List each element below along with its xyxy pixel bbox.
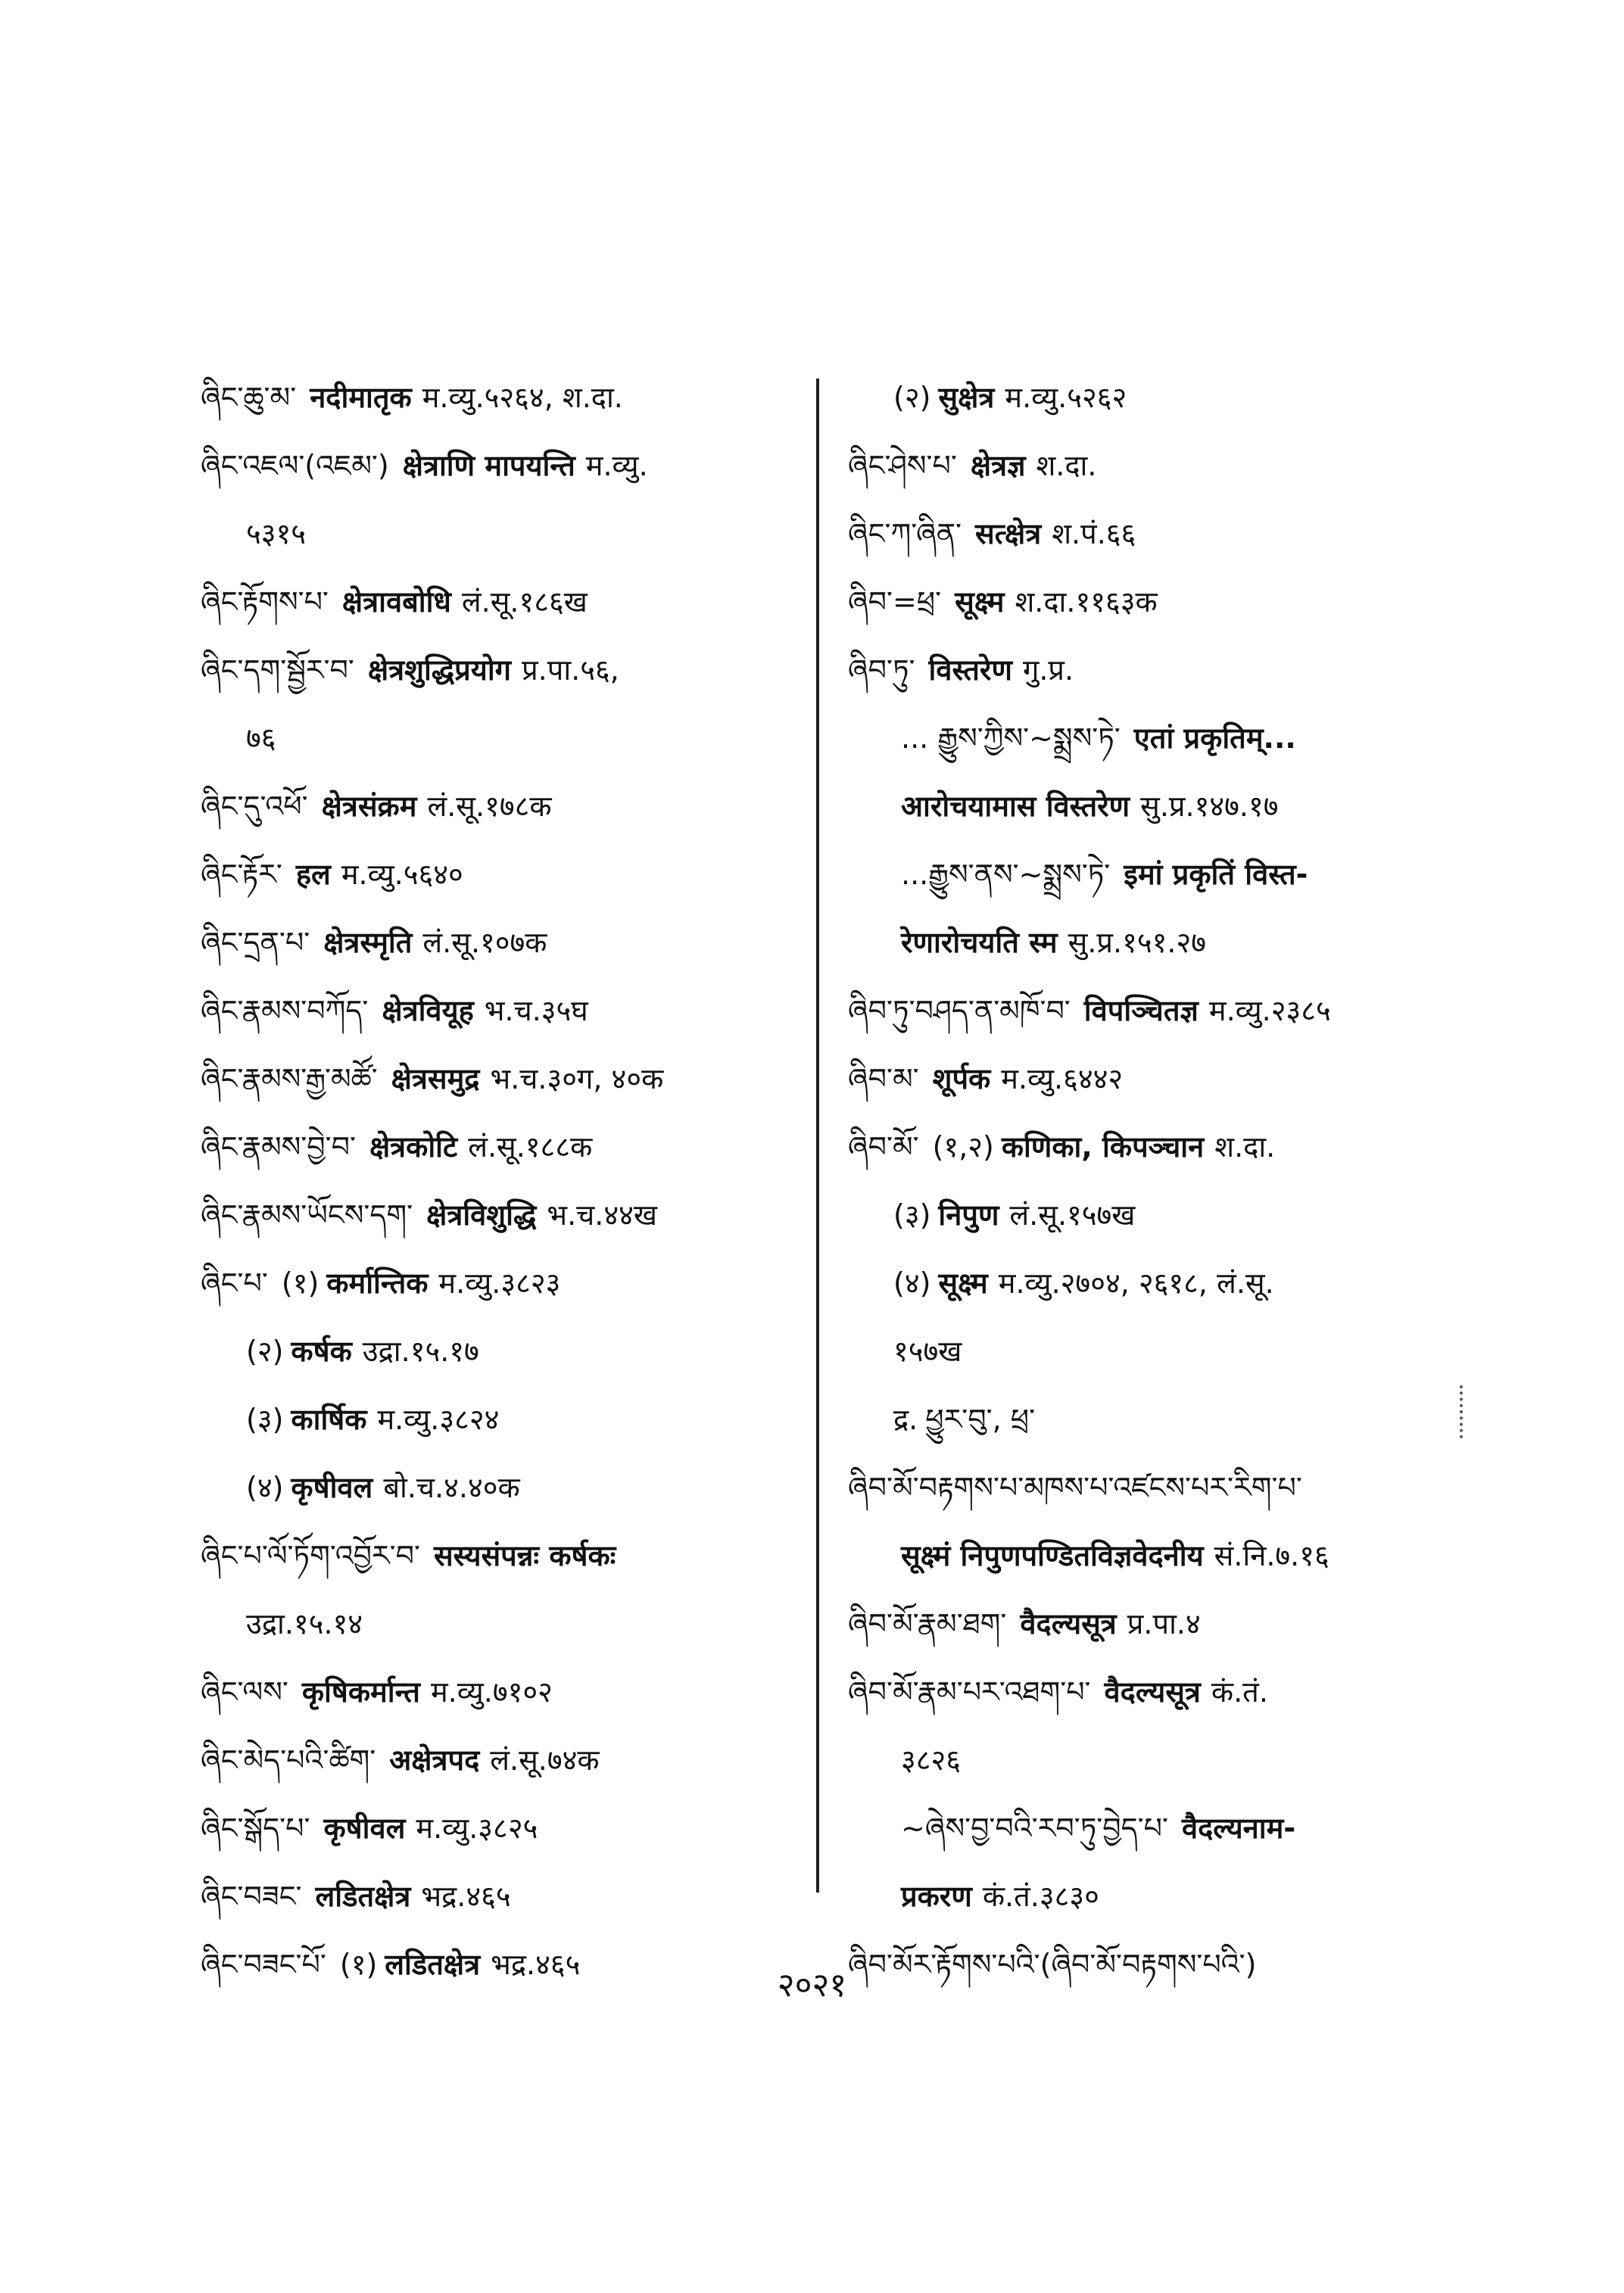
column-divider [816,379,819,1893]
entry-line: ཞིང་ཀ་ཞིན་ सत्क्षेत्र श.पं.६६ [848,517,1136,550]
entry-line: ཞིང་རྣམས་བྱེ་བ་ क्षेत्रकोटि लं.सू.१८८क [201,1130,593,1164]
entry-sense: (३) निपुण लं.सू.१५७ख [893,1198,1136,1232]
entry-line: ཞིབ་མོ་རྣམ་ཐག་ वैदल्यसूत्र प्र.पा.४ [848,1607,1201,1640]
entry-example: आरोचयामास विस्तरेण सु.प्र.१४७.१७ [901,790,1279,823]
entry-sense: (२) सुक्षेत्र म.व्यु.५२६२ [893,381,1127,414]
entry-line: ཞིང་རྣམས་རྒྱ་མཚོ་ क्षेत्रसमुद्र भ.च.३०ग, ४०क [201,1062,664,1095]
entry-line: ཞིང་པ་ (१) कर्मान्तिक म.व्यु.३८२३ [201,1266,561,1300]
entry-continuation: ७६ [246,721,276,755]
entry-line: ཞིབ་ཏུ་ विस्तरेण गु.प्र. [848,653,1074,687]
entry-continuation: ३८२६ [901,1743,962,1777]
entry-sense: (३) कार्षिक म.व्यु.३८२४ [246,1403,500,1436]
entry-line: ཞིབ་=ཕྲ་ सूक्ष्म श.दा.११६३क [848,585,1158,618]
entry-example: ... རྒྱུས་ཀྱིས་~སྨྲས་ཏེ་ एतां प्रकृतिम्... [901,721,1296,755]
entry-line: ཞིང་མེད་པའི་ཚིག་ अक्षेत्रपद लं.सू.७४क [201,1743,600,1777]
entry-line: ཞིང་བཟང་ लडितक्षेत्र भद्र.४६५ [201,1880,511,1913]
entry-line: ཞིབ་ཏུ་བཤད་ན་མཁོ་བ་ विपञ्चितज्ञ म.व्यु.२३८५ [848,994,1331,1027]
entry-line: ཞིང་དུ་འཕོ་ क्षेत्रसंक्रम लं.सू.१७८क [201,790,552,823]
entry-line: ཞིང་རྟོགས་པ་ क्षेत्रावबोधि लं.सू.१८६ख [201,585,588,618]
entry-sense: (४) कृषीवल बो.च.४.४०क [246,1471,520,1504]
entry-line: ཞིབ་མ་ शूर्पक म.व्यु.६४४२ [848,1062,1124,1095]
entry-continuation: सूक्ष्मं निपुणपण्डितविज्ञवेदनीय सं.नि.७.१६ [901,1539,1329,1572]
entry-crossref: द्र. ཕྱུར་བུ་, ཕྲ་ [893,1403,1036,1436]
entry-continuation: उद्रा.१५.१४ [246,1607,363,1640]
entry-sense: (२) कर्षक उद्रा.१५.१७ [246,1335,479,1368]
entry-line: ཞིང་བཟང་པོ་ (१) लडितक्षेत्र भद्र.४६५ [201,1948,581,1981]
entry-example: ...རྒྱུས་ནས་~སྨྲས་ཏེ་ इमां प्रकृतिं विस्त- [901,858,1308,891]
entry-line: ཞིང་ཤེས་པ་ क्षेत्रज्ञ श.दा. [848,449,1097,482]
entry-continuation: १५७ख [893,1335,962,1368]
entry-line: ཞིང་པ་ལོ་ཏོག་འབྱོར་བ་ सस्यसंपन्नः कर्षकः [201,1539,616,1572]
left-column [201,363,791,1999]
entry-line: ཞིང་དྲན་པ་ क्षेत्रस्मृति लं.सू.१०७क [201,926,547,959]
entry-sense: (४) सूक्ष्म म.व्यु.२७०४, २६१८, लं.सू. [893,1266,1274,1300]
entry-line: ཞིང་འཇལ་(འཇམ་) क्षेत्राणि मापयन्ति म.व्यु. [201,449,648,482]
entry-example: रेणारोचयति स्म सु.प्र.१५१.२७ [901,926,1207,959]
entry-line: ཞིང་དག་སྦྱོར་བ་ क्षेत्रशुद्धिप्रयोग प्र.पा.५६, [201,653,619,687]
entry-line: ཞིང་རྣམས་ཡོངས་དག་ क्षेत्रविशुद्धि भ.च.४४ख [201,1198,657,1232]
entry-line: ཞིབ་མོ་རྣམ་པར་འཐག་པ་ वैदल्यसूत्र कं.तं. [848,1675,1268,1709]
page-number: २०२१ [777,1966,847,2005]
entry-line: ཞིང་སྒོད་པ་ कृषीवल म.व्यु.३८२५ [201,1812,538,1845]
right-column [848,363,1469,1999]
entry-continuation: प्रकरण कं.तं.३८३० [901,1880,1099,1913]
entry-line: ཞིང་ཆུ་མ་ नदीमातृक म.व्यु.५२६४, श.दा. [201,381,623,414]
entry-line: ཞིང་ལས་ कृषिकर्मान्त म.व्यु.७१०२ [201,1675,553,1709]
entry-line: ཞིབ་མོར་རྟོགས་པའི་(ཞིབ་མོ་བརྟགས་པའི་) [848,1948,1257,1981]
entry-line: ཞིང་རྣམས་བཀོད་ क्षेत्रवियूह भ.च.३५घ [201,994,588,1027]
entry-line: ཞིབ་མོ་བརྟགས་པ་མཁས་པ་འཛངས་པར་རིག་པ་ [848,1471,1302,1504]
entry-example: ~ཞེས་བྱ་བའི་རབ་ཏུ་བྱེད་པ་ वैदल्यनाम- [901,1812,1296,1845]
entry-line: ཞིང་རྟོར་ हल म.व्यु.५६४० [201,858,463,891]
entry-continuation: ५३१५ [246,517,307,550]
entry-line: ཞིབ་མོ་ (१,२) कणिका, किपञ्चान श.दा. [848,1130,1276,1164]
